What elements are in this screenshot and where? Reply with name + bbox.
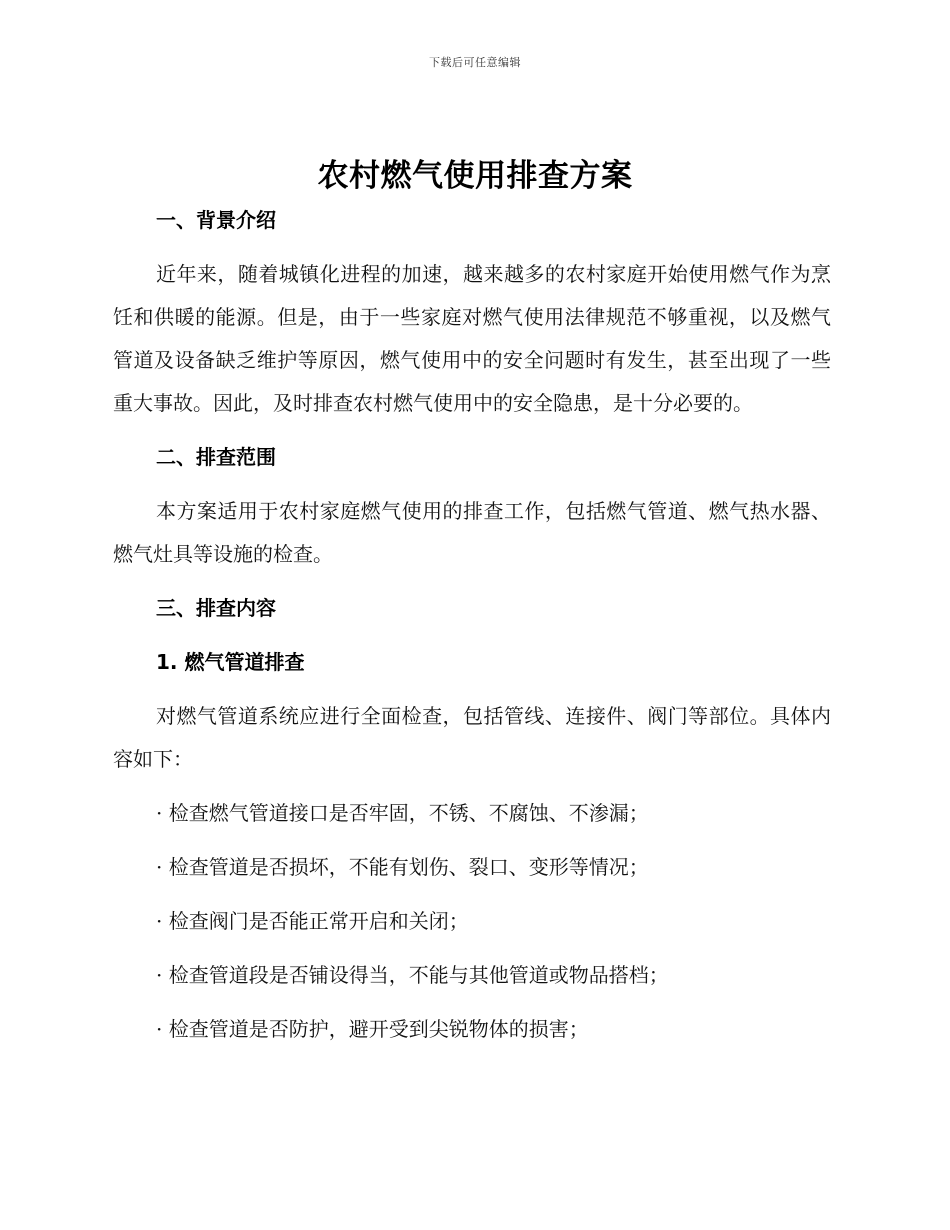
section-heading-background: 一、背景介绍 [156,208,276,232]
subsection-heading-gas-pipeline: 1. 燃气管道排查 [156,650,305,674]
document-title: 农村燃气使用排查方案 [317,158,633,194]
list-item: · 检查管道段是否铺设得当，不能与其他管道或物品搭档； [156,963,669,987]
page-header-note: 下载后可任意编辑 [429,56,521,69]
paragraph-scope: 本方案适用于农村家庭燃气使用的排查工作，包括燃气管道、燃气热水器、燃气灶具等设施的检查。 [113,499,831,566]
section-heading-content: 三、排查内容 [156,596,276,620]
list-item: · 检查阀门是否能正常开启和关闭； [156,909,469,933]
list-item: · 检查管道是否防护，避开受到尖锐物体的损害； [156,1017,589,1041]
list-item: · 检查管道是否损坏，不能有划伤、裂口、变形等情况； [156,855,649,879]
paragraph-background: 近年来，随着城镇化进程的加速，越来越多的农村家庭开始使用燃气作为烹饪和供暖的能源。但是，由于一些家庭对燃气使用法律规范不够重视，以及燃气管道及设备缺乏维护等原因，燃气使用中的安全问题时有发生，甚至出现了一些重大事故。因此，及时排查农村燃气使用中的安全隐患，是十分必要的。 [113,262,831,415]
paragraph-pipeline-intro: 对燃气管道系统应进行全面检查，包括管线、连接件、阀门等部位。具体内容如下： [113,704,831,771]
list-item: · 检查燃气管道接口是否牢固，不锈、不腐蚀、不渗漏； [156,801,649,825]
document-body [113,199,831,1051]
section-heading-scope: 二、排查范围 [156,445,276,469]
